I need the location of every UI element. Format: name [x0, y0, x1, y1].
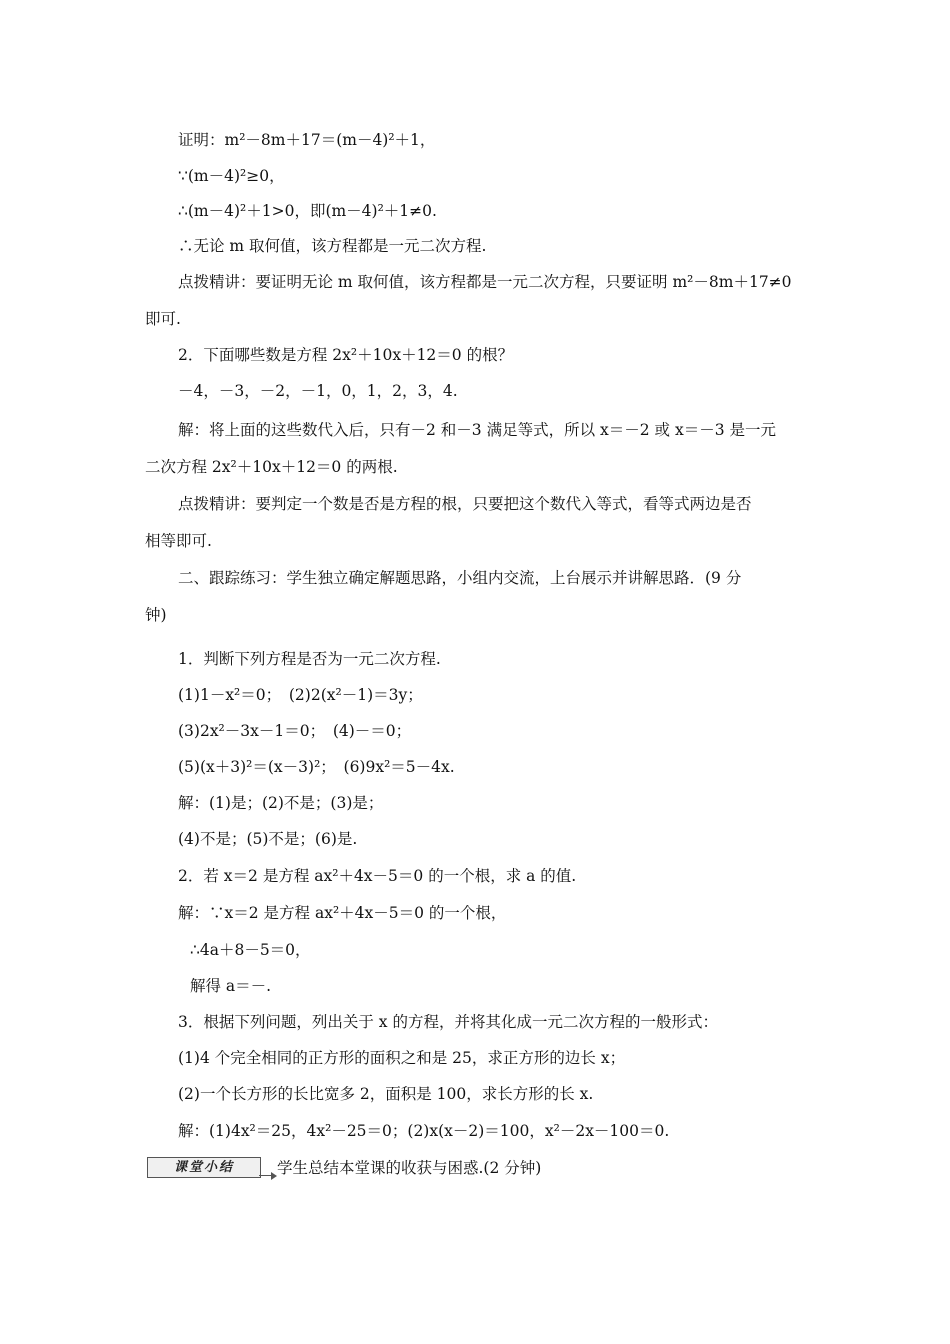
tip-2-line-1: 点拨精讲：要判定一个数是否是方程的根，只要把这个数代入等式，看等式两边是否: [178, 495, 752, 513]
class-summary-label: 课堂小结: [147, 1157, 261, 1178]
exercise-1-items-1: (1)1－x²＝0； (2)2(x²－1)＝3y；: [178, 686, 423, 704]
tip-line-1: 点拨精讲：要证明无论 m 取何值，该方程都是一元二次方程，只要证明 m²－8m＋17≠0: [178, 273, 792, 291]
section-2-heading-line-2: 钟): [145, 606, 167, 624]
exercise-2-title: 2．若 x＝2 是方程 ax²＋4x－5＝0 的一个根，求 a 的值.: [178, 867, 577, 885]
proof-line-1: 证明：m²－8m＋17＝(m－4)²＋1，: [178, 131, 436, 149]
exercise-1-items-3: (5)(x＋3)²＝(x－3)²； (6)9x²＝5－4x.: [178, 758, 455, 776]
exercise-2-answer-1: 解：∵x＝2 是方程 ax²＋4x－5＝0 的一个根，: [178, 904, 507, 922]
answer-2-line-2: 二次方程 2x²＋10x＋12＝0 的两根.: [145, 458, 398, 476]
exercise-1-title: 1．判断下列方程是否为一元二次方程.: [178, 650, 441, 668]
question-2-title: 2．下面哪些数是方程 2x²＋10x＋12＝0 的根？: [178, 346, 514, 364]
exercise-2-answer-2: ∴4a＋8－5＝0，: [190, 941, 311, 959]
proof-line-4: ∴无论 m 取何值，该方程都是一元二次方程.: [178, 237, 487, 255]
exercise-1-answer-1: 解：(1)是；(2)不是；(3)是；: [178, 794, 384, 812]
exercise-3-item-1: (1)4 个完全相同的正方形的面积之和是 25，求正方形的边长 x；: [178, 1049, 626, 1067]
exercise-3-item-2: (2)一个长方形的长比宽多 2，面积是 100，求长方形的长 x.: [178, 1085, 594, 1103]
class-summary-text: 学生总结本堂课的收获与困惑.(2 分钟): [277, 1159, 542, 1177]
exercise-2-answer-3: 解得 a＝－.: [190, 977, 272, 995]
tip-line-2: 即可.: [145, 310, 181, 328]
proof-line-3: ∴(m－4)²＋1>0，即(m－4)²＋1≠0.: [178, 202, 437, 220]
exercise-3-answer: 解：(1)4x²＝25，4x²－25＝0；(2)x(x－2)＝100，x²－2x－100＝0.: [178, 1122, 670, 1140]
section-2-heading-line-1: 二、跟踪练习：学生独立确定解题思路，小组内交流，上台展示并讲解思路．(9 分: [178, 569, 742, 587]
question-2-numbers: －4，－3，－2，－1，0，1，2，3，4.: [178, 382, 458, 400]
exercise-1-items-2: (3)2x²－3x－1＝0； (4)－＝0；: [178, 722, 412, 740]
answer-2-line-1: 解：将上面的这些数代入后，只有－2 和－3 满足等式，所以 x＝－2 或 x＝－3 是一元: [178, 421, 776, 439]
class-summary-badge: [147, 1157, 275, 1179]
proof-line-2: ∵(m－4)²≥0，: [178, 167, 285, 185]
exercise-3-title: 3．根据下列问题，列出关于 x 的方程，并将其化成一元二次方程的一般形式：: [178, 1013, 718, 1031]
exercise-1-answer-2: (4)不是；(5)不是；(6)是.: [178, 830, 358, 848]
tip-2-line-2: 相等即可.: [145, 532, 212, 550]
